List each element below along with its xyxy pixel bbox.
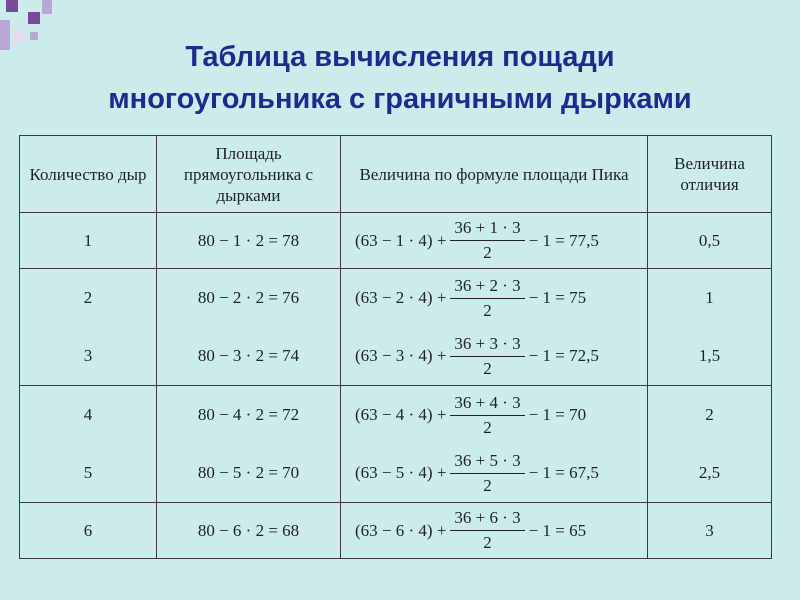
formula-suffix: − 1 = 70 [528, 405, 587, 424]
holes-count: 6 [83, 520, 93, 540]
rectangle-area: 80 − 5 · 2 = 70 [197, 463, 300, 482]
rectangle-area: 80 − 6 · 2 = 68 [197, 520, 300, 540]
rectangle-area: 80 − 2 · 2 = 76 [197, 288, 300, 307]
formula-fraction [450, 334, 524, 379]
fraction-numerator: 36 + 3 · 3 [450, 334, 524, 357]
difference-value: 1 [705, 288, 714, 307]
formula-prefix: (63 − 5 · 4) + [355, 463, 447, 482]
pick-formula [341, 269, 647, 327]
table-row [20, 213, 772, 269]
formula-prefix: (63 − 2 · 4) + [355, 288, 447, 307]
difference-value: 2,5 [698, 463, 721, 482]
header-rectangle-area: Площадь прямоугольника с дырками [157, 136, 341, 213]
fraction-numerator: 36 + 2 · 3 [450, 276, 524, 299]
formula-suffix: − 1 = 65 [528, 520, 587, 540]
fraction-denominator: 2 [483, 417, 492, 437]
rectangle-area: 80 − 3 · 2 = 74 [197, 346, 300, 365]
formula-prefix: (63 − 4 · 4) + [355, 405, 447, 424]
fraction-numerator: 36 + 5 · 3 [450, 451, 524, 474]
holes-count: 1 [83, 230, 93, 250]
fraction-denominator: 2 [483, 243, 492, 262]
fraction-denominator: 2 [483, 358, 492, 378]
table-row [20, 503, 772, 559]
header-row [20, 136, 772, 213]
table-row [20, 269, 772, 386]
rectangle-area: 80 − 4 · 2 = 72 [197, 405, 300, 424]
formula-suffix: − 1 = 75 [528, 288, 587, 307]
formula-suffix: − 1 = 77,5 [528, 230, 599, 250]
calculation-table [19, 135, 772, 559]
fraction-numerator: 36 + 6 · 3 [450, 508, 524, 531]
formula-prefix: (63 − 1 · 4) + [355, 230, 447, 250]
decor-square [28, 12, 40, 24]
decor-square [42, 0, 52, 14]
formula-fraction [450, 451, 524, 496]
fraction-numerator: 36 + 1 · 3 [450, 218, 524, 241]
pick-formula [341, 327, 647, 385]
rectangle-area: 80 − 1 · 2 = 78 [197, 230, 300, 250]
fraction-numerator: 36 + 4 · 3 [450, 393, 524, 416]
difference-value: 2 [705, 405, 714, 424]
formula-fraction [450, 276, 524, 321]
formula-prefix: (63 − 3 · 4) + [355, 346, 447, 365]
fraction-denominator: 2 [483, 475, 492, 495]
header-pick-formula: Величина по формуле площади Пика [341, 136, 648, 213]
formula-suffix: − 1 = 67,5 [528, 463, 599, 482]
formula-fraction [450, 218, 524, 263]
header-difference: Величина отличия [648, 136, 772, 213]
formula-prefix: (63 − 6 · 4) + [355, 520, 447, 540]
holes-count: 3 [83, 346, 93, 365]
title-line-2: многоугольника с граничными дырками [108, 83, 692, 115]
holes-count: 5 [83, 463, 93, 482]
pick-formula [341, 213, 647, 268]
holes-count: 4 [83, 405, 93, 424]
title-line-1: Таблица вычисления пощади [185, 41, 615, 73]
formula-fraction [450, 393, 524, 438]
difference-value: 0,5 [698, 230, 721, 250]
difference-value: 3 [705, 520, 714, 540]
table-row [20, 386, 772, 503]
difference-value: 1,5 [698, 346, 721, 365]
pick-formula [341, 386, 647, 444]
pick-formula [341, 503, 647, 558]
holes-count: 2 [83, 288, 93, 307]
decor-square [6, 0, 18, 12]
pick-formula [341, 444, 647, 502]
page-title [0, 36, 800, 120]
fraction-denominator: 2 [483, 533, 492, 552]
formula-fraction [450, 508, 524, 553]
fraction-denominator: 2 [483, 300, 492, 320]
header-holes-count: Количество дыр [20, 136, 157, 213]
formula-suffix: − 1 = 72,5 [528, 346, 599, 365]
